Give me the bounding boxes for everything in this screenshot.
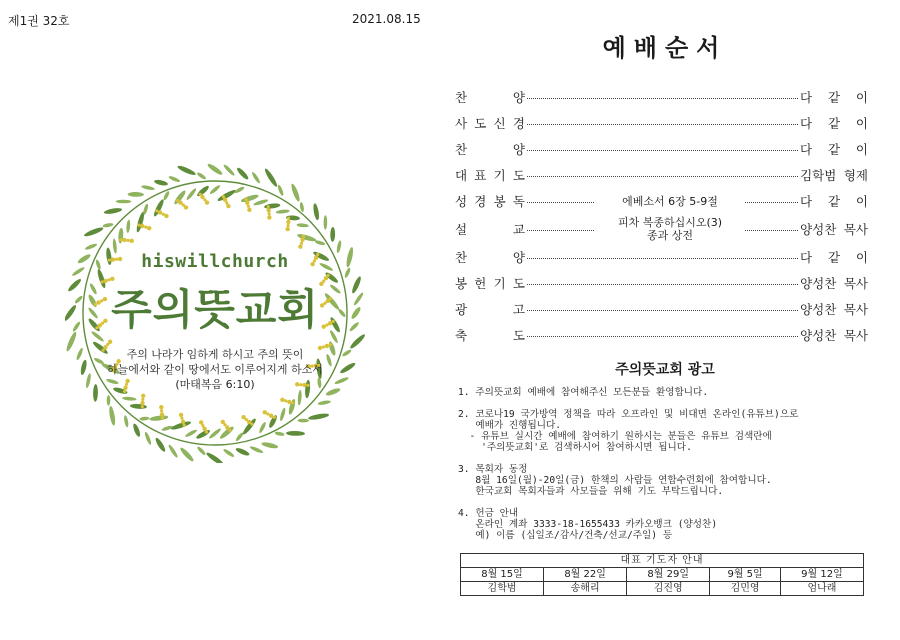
wreath-flower <box>241 415 245 419</box>
wreath-leaf <box>196 171 207 180</box>
wreath-flower <box>164 214 168 218</box>
wreath-flower <box>291 401 294 404</box>
table-caption-row <box>461 554 864 568</box>
brand-korean: 주의뜻교회 <box>111 285 319 334</box>
wreath-flower <box>298 245 302 249</box>
wreath-flower <box>184 205 188 209</box>
date-cell: 9월 12일 <box>780 568 863 582</box>
wreath-flower <box>284 399 287 402</box>
order-leader: 양성찬 목사 <box>800 276 868 291</box>
wreath-flower <box>245 198 248 201</box>
wreath-flower <box>245 201 249 205</box>
order-label: 찬 양 <box>455 90 525 105</box>
date-cell: 8월 29일 <box>627 568 710 582</box>
wreath-leaf <box>123 415 129 428</box>
date-cell: 8월 22일 <box>544 568 627 582</box>
wreath-leaf <box>263 167 278 187</box>
announcement-line: 2. 코로나19 국가방역 정책을 따라 오프라인 및 비대면 온라인(유튜브)으로 <box>458 409 799 420</box>
wreath-leaf <box>251 171 261 184</box>
order-leader: 다 같 이 <box>800 116 868 131</box>
wreath-leaf <box>297 233 317 243</box>
issue-number: 제1권 32호 <box>8 14 70 28</box>
name-cell: 송해리 <box>544 582 627 596</box>
wreath-flower <box>247 208 251 212</box>
wreath-flower <box>141 398 144 401</box>
wreath-flower <box>205 430 208 433</box>
wreath-flower <box>280 398 284 402</box>
announcements-title: 주의뜻교회 광고 <box>615 362 715 378</box>
wreath-leaf <box>126 220 131 233</box>
wreath-flower <box>160 412 164 416</box>
order-leader: 다 같 이 <box>800 142 868 157</box>
announcement-line: 1. 주의뜻교회 예배에 참여해주신 모든분들 환영합니다. <box>458 387 709 398</box>
wreath-flower <box>119 238 122 241</box>
wreath-flower <box>269 414 273 418</box>
wreath-flower <box>127 239 130 242</box>
wreath-leaf <box>108 406 116 426</box>
wreath-flower <box>226 204 230 208</box>
wreath-leaf <box>324 215 328 229</box>
wreath-leaf <box>274 431 285 437</box>
verse-line: 하늘에서와 같이 땅에서도 이루어지게 하소서 <box>107 363 323 376</box>
wreath-leaf <box>83 226 104 238</box>
order-list <box>455 84 868 348</box>
wreath-leaf <box>196 446 206 456</box>
wreath-flower <box>287 400 291 404</box>
wreath-flower <box>329 343 332 346</box>
wreath-leaf <box>308 412 330 420</box>
leader-dots <box>527 98 798 99</box>
wreath-leaf <box>312 203 320 221</box>
wreath-leaf <box>276 209 290 214</box>
wreath-leaf <box>206 163 223 176</box>
wreath-leaf <box>154 437 167 453</box>
announcement-item <box>458 387 878 398</box>
announcement-line: 예배가 진행됩니다. <box>458 420 562 431</box>
wreath-flower <box>140 401 144 405</box>
wreath-leaf <box>107 395 111 406</box>
wreath-leaf <box>104 207 123 215</box>
order-label: 성 경 봉 독 <box>455 194 525 209</box>
leader-dots <box>527 258 798 259</box>
wreath-leaf <box>170 420 192 431</box>
wreath-flower <box>247 205 250 208</box>
order-label: 광 고 <box>455 302 525 317</box>
order-leader: 양성찬 목사 <box>800 222 868 237</box>
wreath-leaf <box>277 184 285 196</box>
wreath-leaf <box>235 447 250 457</box>
wreath-flower <box>267 205 270 208</box>
wreath-flower <box>300 238 304 242</box>
announcement-line: '주의뜻교회'로 검색하시어 참여하시면 됩니다. <box>458 442 692 453</box>
wreath-flower <box>287 217 290 220</box>
wreath-flower <box>141 405 144 408</box>
wreath-leaf <box>223 448 236 458</box>
wreath-leaf <box>128 192 144 197</box>
wreath-leaf <box>235 432 244 443</box>
announcement-item <box>458 464 878 497</box>
wreath-leaf <box>209 184 221 195</box>
wreath-leaf <box>139 416 149 421</box>
wreath-leaf <box>297 390 302 406</box>
order-row <box>455 270 868 296</box>
order-leader: 양성찬 목사 <box>800 302 868 317</box>
order-note-line: 피차 복종하십시오(3) <box>617 216 723 229</box>
wreath-leaf <box>84 243 97 251</box>
order-label: 찬 양 <box>455 142 525 157</box>
wreath-leaf <box>116 200 131 204</box>
wreath-flower <box>181 420 185 424</box>
order-leader: 다 같 이 <box>800 194 868 209</box>
order-row <box>455 136 868 162</box>
wreath-leaf <box>102 222 113 228</box>
order-title: 예배순서 <box>602 33 728 62</box>
order-row <box>455 162 868 188</box>
wreath-leaf <box>296 223 308 228</box>
verse-line: 주의 나라가 임하게 하시고 주의 뜻이 <box>126 348 304 361</box>
verse-text <box>65 347 365 392</box>
wreath-flower <box>130 239 134 243</box>
order-label: 찬 양 <box>455 250 525 265</box>
order-row <box>455 214 868 244</box>
name-cell: 김진영 <box>627 582 710 596</box>
wreath-leaf <box>130 403 147 409</box>
wreath-leaf <box>185 187 197 200</box>
wreath-flower <box>144 226 147 229</box>
wreath-flower <box>108 340 112 344</box>
wreath-leaf <box>144 431 152 445</box>
table-caption: 대표 기도자 안내 <box>461 554 864 568</box>
wreath-leaf <box>279 407 286 421</box>
order-row <box>455 244 868 270</box>
leader-dots <box>527 284 798 285</box>
wreath-leaf <box>290 183 301 202</box>
order-note-line: 종과 상전 <box>646 229 693 242</box>
wreath-flower <box>202 427 206 431</box>
order-note <box>595 195 745 208</box>
wreath-leaf <box>261 441 279 449</box>
wreath-flower <box>300 242 303 245</box>
wreath-leaf <box>234 186 245 194</box>
wreath-flower <box>122 238 126 242</box>
order-row <box>455 296 868 322</box>
announcement-line: 한국교회 목회자들과 사모들을 위해 기도 부탁드립니다. <box>458 486 724 497</box>
wreath-flower <box>199 420 203 424</box>
prayer-schedule-table <box>460 553 864 596</box>
order-leader: 다 같 이 <box>800 90 868 105</box>
wreath-flower <box>179 413 183 417</box>
announcement-line: - 유튜브 실시간 예배에 참여하기 원하시는 분들은 유튜브 검색란에 <box>458 431 772 442</box>
announcement-line: 온라인 계좌 3333-18-1655433 카카오뱅크 (양성찬) <box>458 519 718 530</box>
brand-english: hiswillchurch <box>141 251 289 272</box>
wreath-flower <box>205 200 209 204</box>
wreath-flower <box>159 405 163 409</box>
wreath-flower <box>180 417 183 420</box>
wreath-leaf <box>168 175 181 183</box>
wreath-leaf <box>122 396 137 401</box>
table-row-dates <box>461 568 864 582</box>
wreath-leaf <box>208 427 222 439</box>
order-label: 대 표 기 도 <box>455 168 525 183</box>
wreath-flower <box>140 224 144 228</box>
wreath-flower <box>158 210 162 214</box>
order-leader: 다 같 이 <box>800 250 868 265</box>
leader-dots <box>527 176 798 177</box>
wreath-cover <box>65 163 365 463</box>
wreath-flower <box>286 227 290 231</box>
wreath-leaf <box>299 202 304 212</box>
wreath-leaf <box>205 451 225 463</box>
announcement-item <box>458 409 878 453</box>
wreath-leaf <box>264 203 281 210</box>
wreath-leaf <box>141 185 155 191</box>
order-note-line: 에베소서 6장 5-9절 <box>622 194 718 208</box>
order-row <box>455 84 868 110</box>
order-label: 설 교 <box>455 222 525 237</box>
wreath-leaf <box>240 193 259 203</box>
wreath-flower <box>147 226 151 230</box>
wreath-flower <box>160 409 163 412</box>
wreath-leaf <box>177 164 197 176</box>
wreath-leaf <box>184 429 197 438</box>
wreath-flower <box>268 212 271 215</box>
wreath-leaf <box>258 421 267 433</box>
name-cell: 엄나래 <box>780 582 863 596</box>
wreath-leaf <box>330 227 335 242</box>
wreath-flower <box>161 416 164 419</box>
wreath-leaf <box>249 445 264 454</box>
wreath-flower <box>287 224 290 227</box>
name-cell: 김학범 <box>461 582 544 596</box>
wreath-flower <box>273 416 276 419</box>
order-row <box>455 188 868 214</box>
leader-dots <box>527 124 798 125</box>
announcement-line: 예) 이름 (십일조/감사/건축/선교/주일) 등 <box>458 530 673 541</box>
verse-reference: (마태복음 6:10) <box>175 378 255 391</box>
wreath-leaf <box>132 423 142 438</box>
wreath-flower <box>137 224 140 227</box>
order-label: 사 도 신 경 <box>455 116 525 131</box>
name-cell: 김민영 <box>710 582 781 596</box>
wreath-flower <box>267 215 271 219</box>
date-cell: 8월 15일 <box>461 568 544 582</box>
order-leader: 양성찬 목사 <box>800 328 868 343</box>
order-row <box>455 110 868 136</box>
wreath-leaf <box>286 431 305 436</box>
wreath-leaf <box>236 166 250 180</box>
wreath-leaf <box>161 425 173 432</box>
wreath-flower <box>141 394 145 398</box>
announcements-list <box>458 387 878 552</box>
announcement-line: 8월 16일(월)-20일(금) 한책의 사람들 연합수련회에 참여합니다. <box>458 475 772 486</box>
order-label: 축 도 <box>455 328 525 343</box>
leader-dots <box>527 310 798 311</box>
wreath-flower <box>221 420 225 424</box>
order-row <box>455 322 868 348</box>
announcement-item <box>458 508 878 541</box>
table-row-names <box>461 582 864 596</box>
leader-dots <box>527 150 798 151</box>
wreath-leaf <box>167 444 178 459</box>
wreath-leaf <box>297 419 309 423</box>
wreath-leaf <box>317 400 331 406</box>
wreath-leaf <box>149 415 168 422</box>
bulletin-date: 2021.08.15 <box>352 12 421 26</box>
wreath-flower <box>286 220 290 224</box>
wreath-flower <box>302 235 305 238</box>
wreath-leaf <box>154 179 169 187</box>
order-note <box>595 216 745 242</box>
wreath-leaf <box>223 163 236 176</box>
announcement-line: 4. 헌금 안내 <box>458 508 519 519</box>
wreath-flower <box>223 198 227 202</box>
announcement-line: 3. 목회자 동정 <box>458 464 528 475</box>
wreath-leaf <box>179 446 195 463</box>
wreath-flower <box>263 410 267 414</box>
order-label: 봉 헌 기 도 <box>455 276 525 291</box>
wreath-flower <box>183 424 186 427</box>
leader-dots <box>527 336 798 337</box>
order-leader: 김학범 형제 <box>800 168 868 183</box>
date-cell: 9월 5일 <box>710 568 781 582</box>
wreath-flower <box>267 208 271 212</box>
